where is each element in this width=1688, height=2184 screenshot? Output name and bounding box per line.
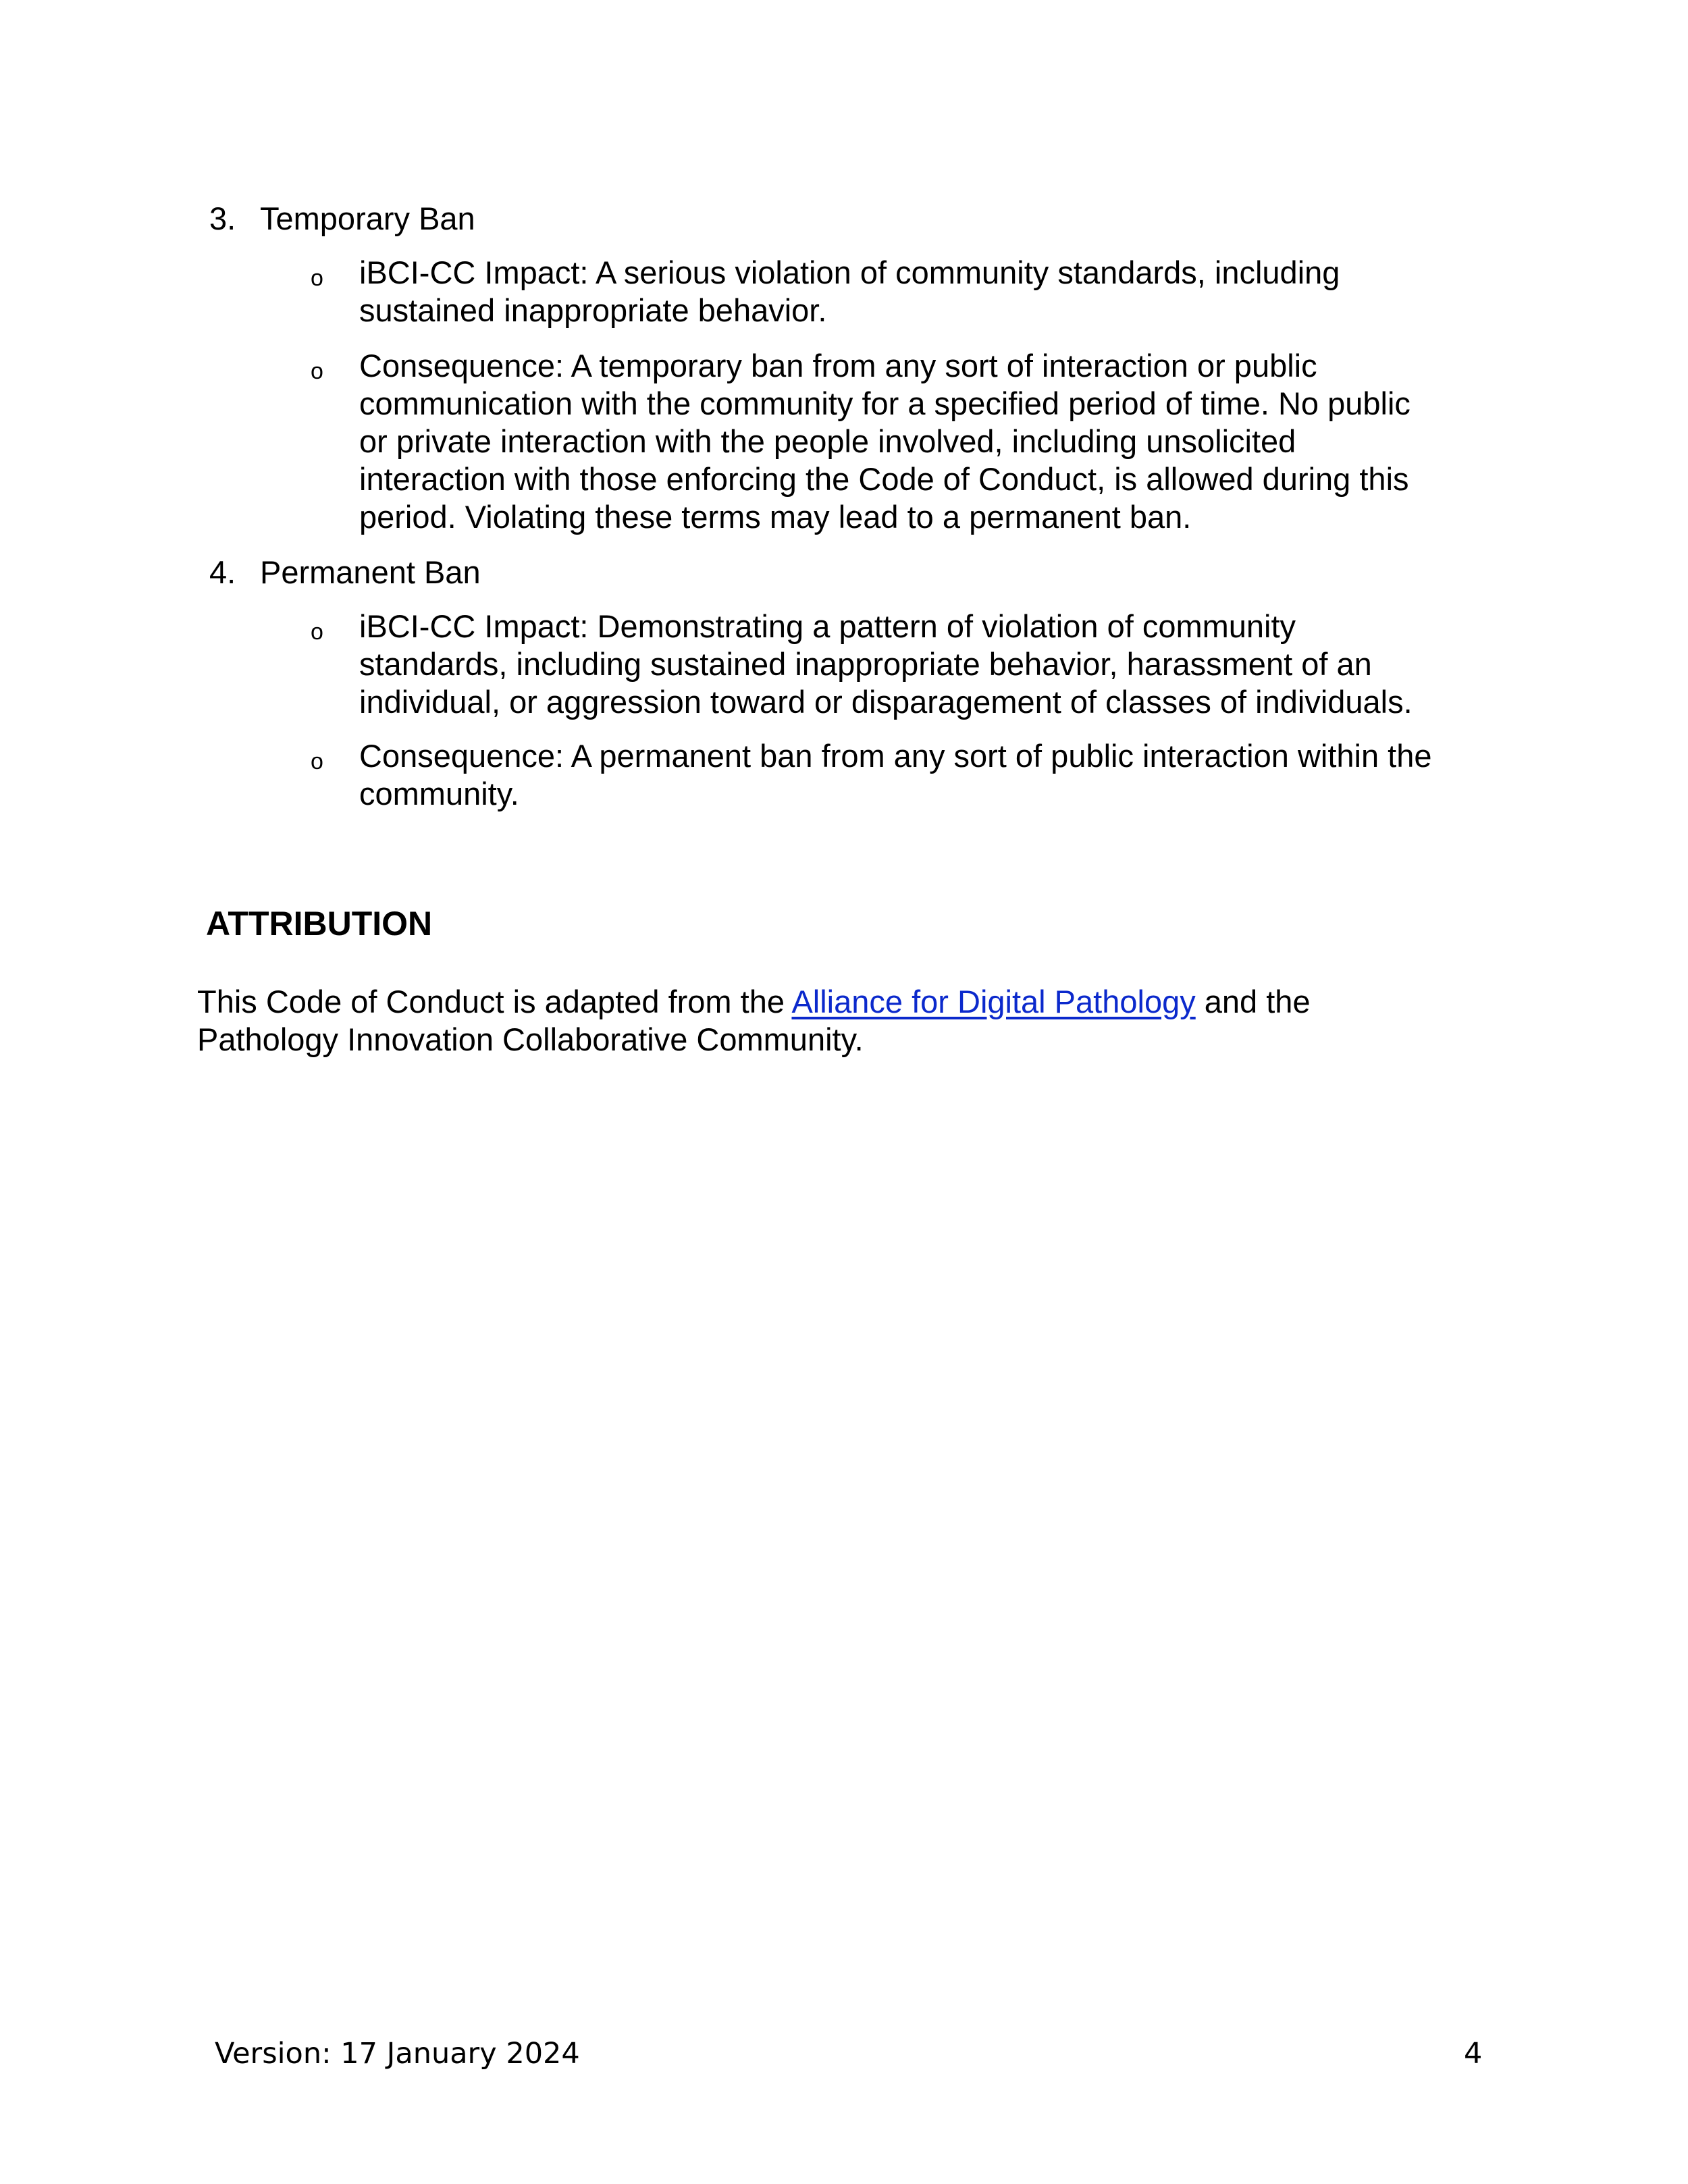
text-line: or private interaction with the people involved, including unsolicited (359, 423, 1296, 459)
text-line: Consequence: A permanent ban from any sort of public interaction within the (359, 738, 1432, 774)
text-line: standards, including sustained inappropriate behavior, harassment of an (359, 646, 1372, 682)
list-item-title-permanent-ban: Permanent Ban (260, 554, 481, 590)
bullet-marker: o (311, 358, 323, 384)
attribution-text-before-link: This Code of Conduct is adapted from the (197, 984, 792, 1019)
text-line: interaction with those enforcing the Code of Conduct, is allowed during this (359, 461, 1409, 497)
attribution-text-after-link: and the (1195, 984, 1311, 1019)
footer-page-number: 4 (1464, 2037, 1483, 2071)
footer-version: Version: 17 January 2024 (215, 2037, 580, 2071)
list-item-number: 4. (209, 554, 236, 590)
text-line: iBCI-CC Impact: Demonstrating a pattern of violation of community (359, 608, 1296, 644)
text-line: sustained inappropriate behavior. (359, 292, 827, 328)
text-line: period. Violating these terms may lead to a permanent ban. (359, 499, 1192, 535)
permanent-ban-consequence (359, 737, 1507, 813)
temporary-ban-consequence (359, 347, 1507, 536)
text-line: communication with the community for a specified period of time. No public (359, 385, 1410, 421)
text-line: Pathology Innovation Collaborative Community. (197, 1021, 864, 1057)
text-line: individual, or aggression toward or disparagement of classes of individuals. (359, 684, 1413, 720)
permanent-ban-impact (359, 608, 1507, 721)
bullet-marker: o (311, 749, 323, 774)
alliance-for-digital-pathology-link[interactable]: Alliance for Digital Pathology (791, 984, 1196, 1019)
bullet-marker: o (311, 619, 323, 645)
bullet-marker: o (311, 265, 323, 291)
attribution-paragraph (197, 983, 1480, 1059)
text-line: Consequence: A temporary ban from any sort of interaction or public (359, 348, 1317, 383)
list-item-number: 3. (209, 201, 236, 236)
text-line: iBCI-CC Impact: A serious violation of community standards, including (359, 255, 1340, 290)
attribution-heading: ATTRIBUTION (206, 905, 433, 942)
temporary-ban-impact (359, 254, 1507, 329)
text-line (197, 983, 1480, 1021)
list-item-title-temporary-ban: Temporary Ban (260, 201, 475, 236)
text-line: community. (359, 776, 519, 811)
